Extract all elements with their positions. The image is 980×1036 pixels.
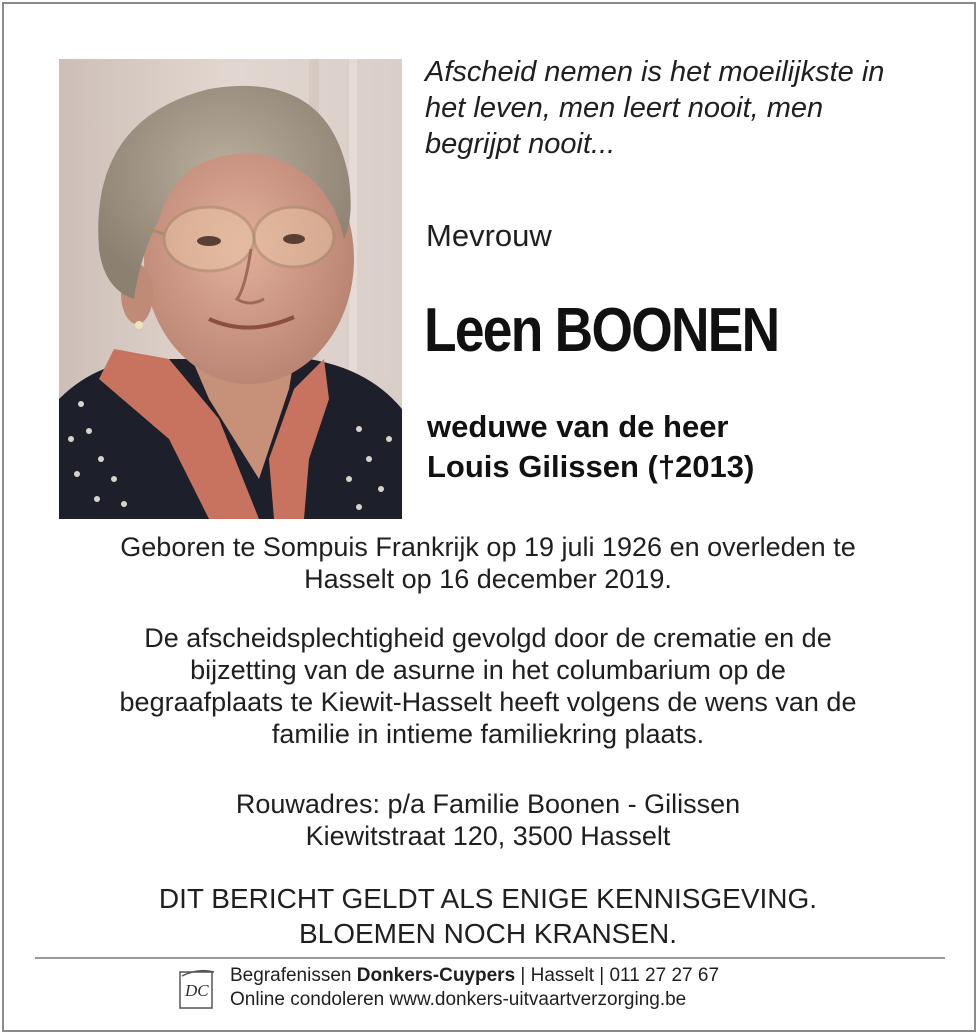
- funeral-home-line: [230, 964, 719, 988]
- text-line: De afscheidsplechtigheid gevolgd door de crematie en de: [144, 623, 832, 653]
- widow-of: [427, 407, 947, 487]
- ceremony-text: [30, 622, 946, 750]
- svg-text:DC: DC: [185, 981, 209, 1000]
- text-line: Geboren te Sompuis Frankrijk op 19 juli 1926 en overleden te: [120, 532, 856, 562]
- text-line: Hasselt op 16 december 2019.: [304, 564, 672, 594]
- company-name: Donkers-Cuypers: [356, 965, 516, 986]
- birth-death-text: [30, 531, 946, 595]
- text-line: familie in intieme familiekring plaats.: [271, 719, 705, 749]
- quote-line: Afscheid nemen is het moeilijkste in: [425, 56, 885, 88]
- footer-prefix: Begrafenissen: [230, 965, 357, 986]
- text-line: DIT BERICHT GELDT ALS ENIGE KENNISGEVING.: [158, 883, 818, 914]
- memorial-quote: [425, 54, 945, 162]
- footer-text: [230, 964, 719, 1012]
- spouse-name: Louis Gilissen (†2013): [427, 449, 755, 484]
- quote-line: het leven, men leert nooit, men: [425, 92, 824, 124]
- portrait-photo: [59, 59, 402, 519]
- widow-line: weduwe van de heer: [427, 409, 729, 444]
- mourning-address: [30, 788, 946, 852]
- footer-details: | Hasselt | 011 27 27 67: [515, 965, 720, 986]
- funeral-home-footer: [178, 962, 878, 1018]
- text-line: Kiewitstraat 120, 3500 Hasselt: [305, 821, 671, 851]
- salutation: Mevrouw: [426, 218, 552, 253]
- funeral-home-logo-icon: [178, 966, 216, 1010]
- quote-line: begrijpt nooit...: [425, 128, 616, 160]
- announcement: [30, 881, 946, 951]
- deceased-name: Leen BOONEN: [424, 296, 779, 365]
- text-line: begraafplaats te Kiewit-Hasselt heeft volgens de wens van de: [119, 687, 857, 717]
- online-condolence-link[interactable]: Online condoleren www.donkers-uitvaartverzorging.be: [230, 989, 687, 1010]
- text-line: Rouwadres: p/a Familie Boonen - Gilissen: [235, 789, 741, 819]
- text-line: bijzetting van de asurne in het columbarium op de: [190, 655, 786, 685]
- portrait-illustration: [59, 59, 402, 519]
- text-line: BLOEMEN NOCH KRANSEN.: [298, 918, 678, 949]
- footer-divider: [35, 957, 945, 959]
